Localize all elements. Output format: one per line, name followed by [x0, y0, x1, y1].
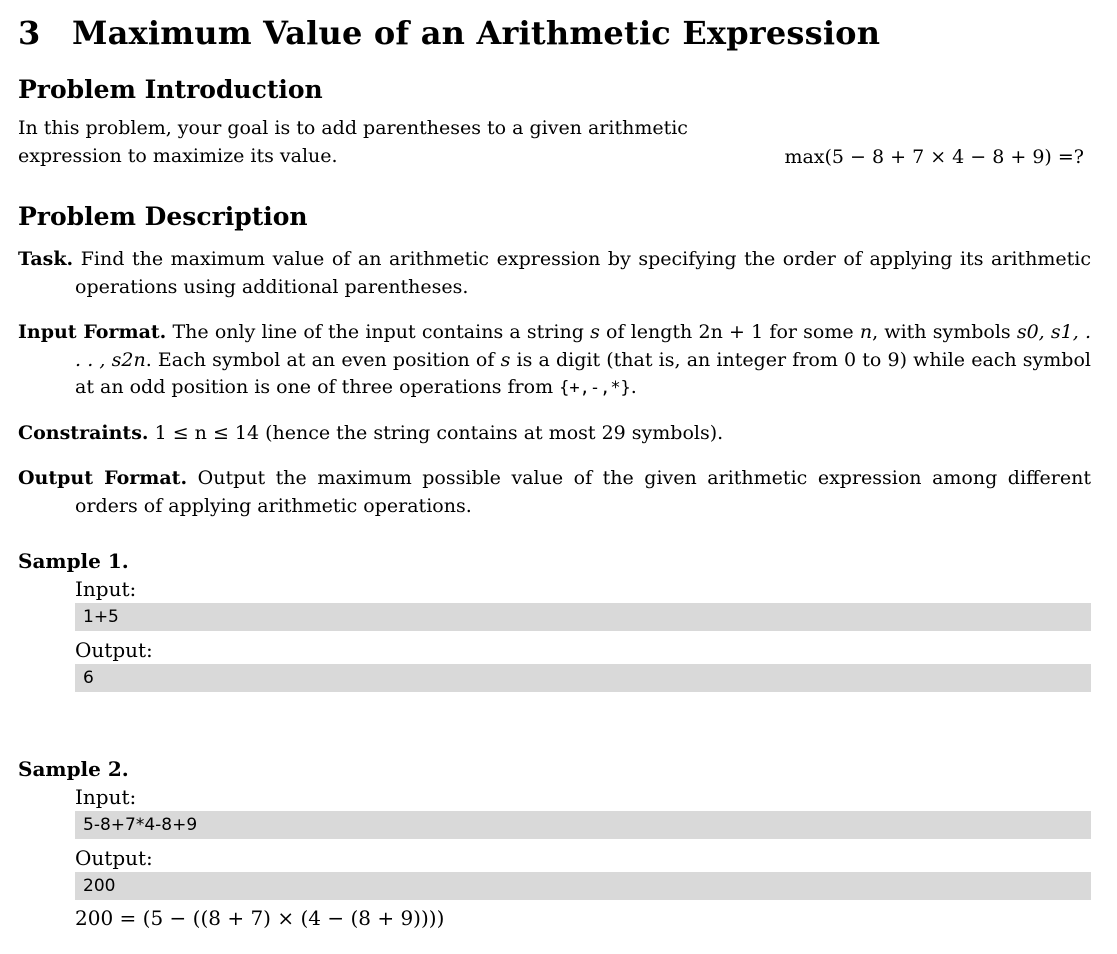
sample-2-output-label: Output:	[75, 846, 153, 870]
input-format-text: The only line of the input contains a string	[172, 321, 584, 343]
constraints-label: Constraints.	[18, 422, 149, 444]
math-symbols: s0, s1, . . . , s2n	[75, 321, 1092, 371]
input-format-text: is a digit (that is, an integer from 0 to 9) while each symbol at an odd position is one of three operations from	[75, 348, 1091, 398]
sample-1-output-box: 6	[75, 664, 1091, 692]
output-format-label: Output Format.	[18, 467, 188, 489]
input-format-text: , with symbols	[872, 321, 1011, 343]
section-title	[18, 14, 880, 52]
sample-2-explanation: 200 = (5 − ((8 + 7) × (4 − (8 + 9))))	[75, 906, 445, 930]
task-text: Find the maximum value of an arithmetic expression by specifying the order of applying its arithmetic operations using additional parentheses.	[75, 248, 1091, 298]
sample-2-input-box: 5-8+7*4-8+9	[75, 811, 1091, 839]
constraints-paragraph	[18, 420, 1091, 448]
math-length-expr: 2n + 1	[698, 321, 764, 343]
input-format-text: .	[630, 376, 637, 398]
sample-1-output-label: Output:	[75, 638, 153, 662]
input-format-text: . Each symbol at an even position of	[145, 348, 495, 371]
intro-line-2: expression to maximize its value.	[18, 145, 338, 167]
sample-1-input-box: 1+5	[75, 603, 1091, 631]
section-number: 3	[18, 14, 41, 52]
constraints-math: 1 ≤ n ≤ 14	[154, 422, 260, 444]
intro-formula: max(5 − 8 + 7 × 4 − 8 + 9) =?	[784, 146, 1084, 168]
output-format-text: Output the maximum possible value of the given arithmetic expression among different orders of applying arithmetic operations.	[75, 467, 1091, 517]
operations-set: {+,-,*}	[559, 378, 631, 398]
math-var-n: n	[859, 321, 873, 343]
output-format-paragraph	[18, 465, 1091, 520]
input-format-text: for some	[769, 321, 854, 343]
task-label: Task.	[18, 248, 74, 270]
sample-2-title: Sample 2.	[18, 757, 129, 781]
math-var-s: s	[500, 348, 511, 371]
input-format-paragraph	[18, 319, 1091, 403]
sample-2-input-label: Input:	[75, 785, 137, 809]
sample-2-output-box: 200	[75, 872, 1091, 900]
intro-heading: Problem Introduction	[18, 75, 323, 104]
input-format-text: of length	[606, 321, 693, 343]
section-title-text: Maximum Value of an Arithmetic Expression	[72, 14, 881, 52]
description-heading: Problem Description	[18, 202, 308, 231]
input-format-label: Input Format.	[18, 321, 167, 343]
intro-line-1: In this problem, your goal is to add parentheses to a given arithmetic	[18, 117, 688, 139]
sample-1-title: Sample 1.	[18, 549, 129, 573]
constraints-text: (hence the string contains at most 29 symbols).	[265, 422, 724, 444]
sample-1-input-label: Input:	[75, 577, 137, 601]
math-var-s: s	[590, 321, 600, 343]
task-paragraph	[18, 246, 1091, 301]
